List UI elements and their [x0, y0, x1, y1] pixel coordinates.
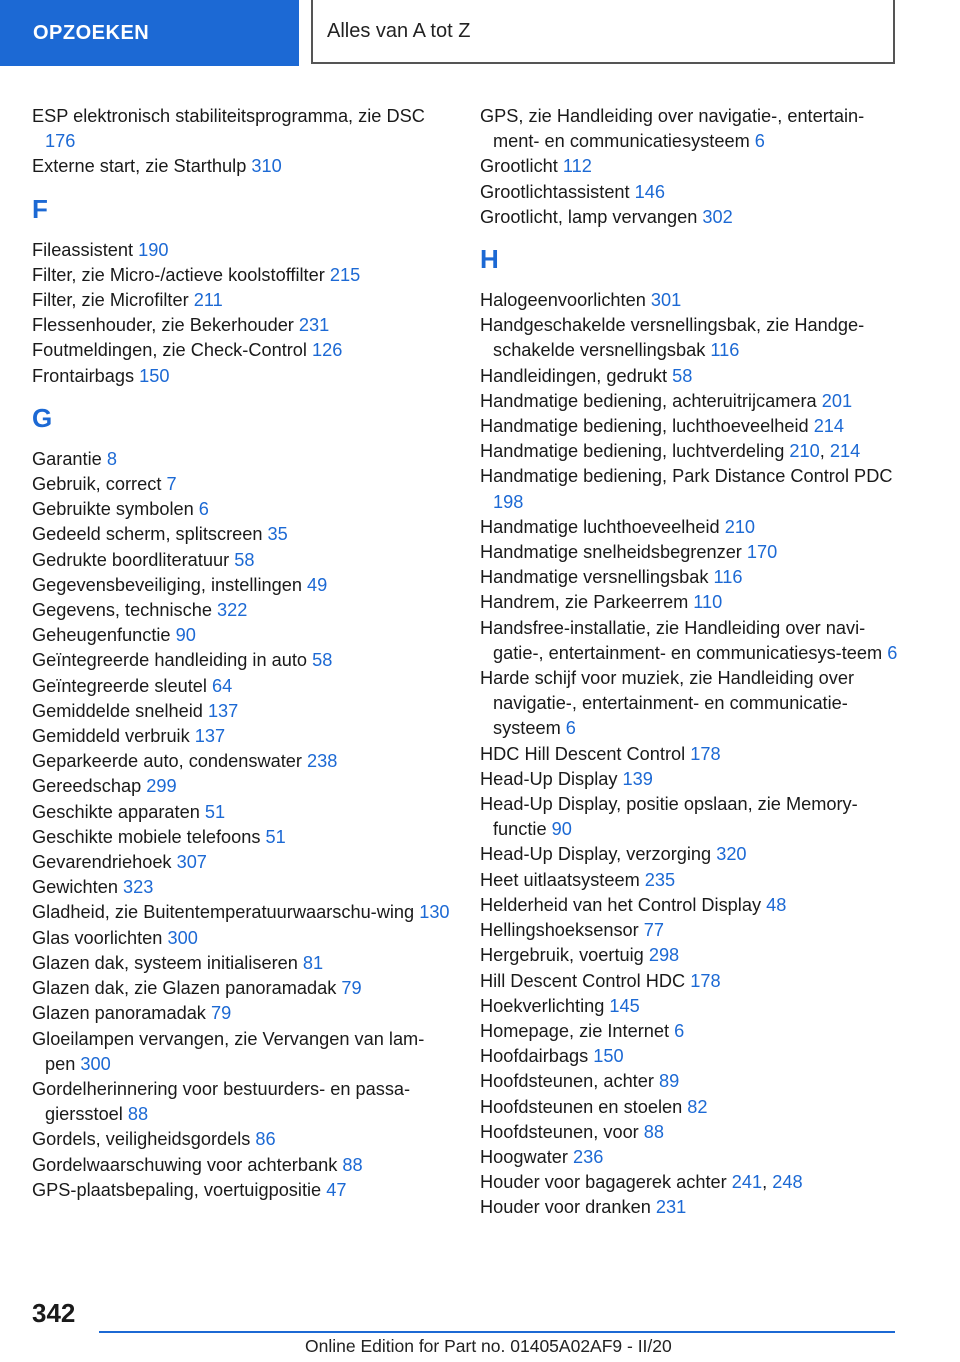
page-reference-link[interactable]: 231: [655, 1197, 687, 1218]
page-reference-link[interactable]: 77: [643, 920, 665, 941]
page-reference-link[interactable]: 146: [634, 181, 666, 202]
page-reference-link[interactable]: 238: [307, 751, 338, 772]
page-reference-link[interactable]: 51: [204, 801, 226, 822]
index-entry: [32, 926, 452, 951]
index-entry: [32, 976, 452, 1001]
index-entry-label: Geheugenfunctie: [32, 625, 176, 646]
page-reference-link[interactable]: 150: [593, 1046, 624, 1067]
page-reference-link[interactable]: 178: [690, 970, 721, 991]
page-reference-link[interactable]: 214: [829, 441, 861, 462]
index-entry-label: Gemiddelde snelheid: [32, 700, 208, 721]
section-tab: OPZOEKEN: [0, 0, 299, 66]
page-reference-link[interactable]: 89: [658, 1071, 680, 1092]
index-entry: [32, 774, 452, 799]
index-entry: [480, 414, 900, 439]
index-entry-label: Hill Descent Control HDC: [480, 970, 691, 991]
page-reference-link[interactable]: 8: [106, 448, 117, 469]
page-reference-link[interactable]: 82: [687, 1096, 708, 1117]
index-entry-label: Gebruikte symbolen: [32, 499, 199, 520]
index-entry-label: Hoekverlichting: [480, 995, 610, 1016]
index-entry: [32, 699, 452, 724]
index-entry-label: Gladheid, zie Buitentemperatuurwaarschu-wing: [32, 902, 420, 923]
index-entry: [32, 364, 452, 389]
page-header: [0, 0, 960, 66]
index-entry-label: Geïntegreerde sleutel: [32, 675, 212, 696]
index-entry: [32, 875, 452, 900]
index-entry: [480, 994, 900, 1019]
index-entry-label: Garantie: [32, 448, 107, 469]
index-entry-label: Geschikte apparaten: [32, 801, 205, 822]
index-entry-label: Handmatige bediening, luchthoeveelheid: [480, 416, 814, 437]
index-entry-label: Handmatige bediening, luchtverdeling: [480, 441, 790, 462]
page-reference-link[interactable]: 137: [194, 726, 226, 747]
index-entry: [32, 522, 452, 547]
index-entry-label: Handmatige bediening, Park Distance Control PDC: [480, 466, 893, 487]
index-entry-label: Glazen dak, systeem initialiseren: [32, 952, 303, 973]
index-entry: [32, 800, 452, 825]
index-entry-label: Homepage, zie Internet: [480, 1020, 675, 1041]
index-letter-heading: H: [480, 244, 499, 275]
page-reference-link[interactable]: 130: [419, 902, 450, 923]
index-entry: [32, 154, 452, 179]
page-reference-link[interactable]: 201: [821, 390, 853, 411]
page-number: 342: [32, 1298, 76, 1328]
page-reference-link[interactable]: 137: [207, 700, 239, 721]
index-entry: [480, 893, 900, 918]
index-entry-label: Gemiddeld verbruik: [32, 726, 195, 747]
index-entry-label: Head-Up Display, positie opslaan, zie Memory-functie: [480, 794, 858, 840]
page-reference-link[interactable]: 51: [265, 826, 286, 847]
index-entry: [480, 918, 900, 943]
index-entry-label: Gloeilampen vervangen, zie Vervangen van lam-pen: [32, 1028, 425, 1074]
index-entry: [480, 364, 900, 389]
index-entry-label: Geparkeerde auto, condenswater: [32, 751, 308, 772]
index-entry-label: Glas voorlichten: [32, 927, 168, 948]
index-entry: [32, 825, 452, 850]
index-entry: [480, 154, 900, 179]
index-entry: [480, 389, 900, 414]
page-reference-link[interactable]: 322: [217, 600, 248, 621]
index-entry-label: Gegevensbeveiliging, instellingen: [32, 574, 308, 595]
index-entry: [32, 724, 452, 749]
index-entry: [32, 951, 452, 976]
index-entry-label: Houder voor bagagerek achter: [480, 1172, 732, 1193]
page-reference-link[interactable]: 214: [813, 416, 845, 437]
index-entry: [480, 205, 900, 230]
index-entry-label: Head-Up Display: [480, 768, 623, 789]
page-reference-link[interactable]: 150: [139, 365, 170, 386]
footer-divider: [99, 1331, 895, 1333]
index-entry: [32, 238, 452, 263]
index-entry: [480, 1044, 900, 1069]
page-reference-link[interactable]: 88: [643, 1121, 665, 1142]
page-reference-link[interactable]: 190: [138, 239, 169, 260]
index-entry: [32, 548, 452, 573]
page-reference-link[interactable]: 210: [789, 441, 820, 462]
index-entry: [480, 104, 900, 154]
index-letter-heading: G: [32, 402, 53, 433]
index-entry-label: Hoofdsteunen, voor: [480, 1121, 644, 1142]
index-entry: Handmatige bediening, luchtverdeling 210, 214: [480, 441, 861, 462]
index-entry-label: Halogeenvoorlichten: [480, 290, 651, 311]
index-entry-label: GPS, zie Handleiding over navigatie-, entertain-ment- en communicatiesysteem: [480, 106, 865, 152]
index-entry-label: Heet uitlaatsysteem: [480, 869, 645, 890]
index-entry-label: Gevarendriehoek: [32, 852, 177, 873]
page-reference-link[interactable]: 198: [493, 491, 524, 512]
index-entry-label: Hoofdsteunen en stoelen: [480, 1096, 688, 1117]
index-entry: [32, 288, 452, 313]
page-reference-link[interactable]: 6: [887, 642, 898, 663]
index-entry: [480, 1069, 900, 1094]
index-entry: [480, 666, 900, 742]
index-entry: [480, 288, 900, 313]
page-reference-link[interactable]: 58: [234, 549, 255, 570]
page-reference-link[interactable]: 6: [198, 499, 209, 520]
page-reference-link[interactable]: 300: [80, 1053, 111, 1074]
page-reference-link[interactable]: 47: [326, 1179, 347, 1200]
index-entry: [32, 674, 452, 699]
page-reference-link[interactable]: 6: [565, 718, 576, 739]
index-entry: [32, 263, 452, 288]
page-reference-link[interactable]: 235: [644, 869, 676, 890]
index-letter-heading: F: [32, 193, 48, 224]
index-entry: [32, 472, 452, 497]
page-reference-link[interactable]: 323: [122, 877, 154, 898]
page-reference-link[interactable]: 307: [176, 852, 207, 873]
index-entry: [32, 573, 452, 598]
index-entry-label: Hergebruik, voertuig: [480, 945, 649, 966]
index-entry: [32, 623, 452, 648]
index-entry-label: Handmatige bediening, achteruitrijcamera: [480, 390, 822, 411]
index-entry: [32, 447, 452, 472]
page-reference-link[interactable]: 231: [298, 315, 330, 336]
page-reference-link[interactable]: 86: [255, 1129, 276, 1150]
index-entry: [32, 1127, 452, 1152]
index-entry: [480, 464, 900, 514]
index-entry: [480, 590, 900, 615]
index-entry: [480, 868, 900, 893]
page-reference-link[interactable]: 35: [267, 524, 288, 545]
index-entry: [32, 648, 452, 673]
index-entry: [480, 540, 900, 565]
index-entry: [480, 767, 900, 792]
page-reference-link[interactable]: 79: [341, 978, 362, 999]
page-reference-link[interactable]: 299: [146, 776, 177, 797]
page-reference-link[interactable]: 236: [573, 1146, 604, 1167]
index-entry: [480, 180, 900, 205]
page-reference-link[interactable]: 211: [193, 290, 223, 311]
index-entry-label: Helderheid van het Control Display: [480, 894, 767, 915]
page-reference-link[interactable]: 210: [724, 516, 756, 537]
page-reference-link[interactable]: 178: [690, 743, 721, 764]
index-entry-label: Handsfree-installatie, zie Handleiding over navi-gatie-, entertainment- en communicatiesys-teem: [480, 617, 888, 663]
index-entry: [480, 565, 900, 590]
page-reference-link[interactable]: 79: [210, 1003, 232, 1024]
page-reference-link[interactable]: 90: [551, 819, 572, 840]
index-entry: [480, 616, 900, 666]
index-entry-label: ESP elektronisch stabiliteitsprogramma, zie DSC: [32, 106, 425, 126]
chapter-title: Alles van A tot Z: [311, 0, 895, 64]
index-entry: [32, 1077, 452, 1127]
index-entry-label: Hellingshoeksensor: [480, 920, 644, 941]
index-entry: [32, 598, 452, 623]
index-entry-label: Filter, zie Micro-/actieve koolstoffilter: [32, 264, 330, 285]
index-entry-label: Head-Up Display, verzorging: [480, 844, 717, 865]
index-entry: [480, 842, 900, 867]
index-entry: [32, 104, 452, 154]
page-reference-link[interactable]: 110: [693, 592, 723, 613]
index-entry: [480, 1195, 900, 1220]
page-reference-link[interactable]: 7: [166, 474, 177, 495]
index-entry-label: Grootlicht: [480, 156, 563, 177]
page-reference-link[interactable]: 241: [731, 1172, 763, 1193]
index-entry: Houder voor bagagerek achter 241, 248: [480, 1172, 803, 1193]
index-entry-label: Handrem, zie Parkeerrem: [480, 592, 694, 613]
index-entry-label: Geschikte mobiele telefoons: [32, 826, 266, 847]
index-entry-label: Gereedschap: [32, 776, 147, 797]
index-entry-label: Harde schijf voor muziek, zie Handleiding over navigatie-, entertainment- en communicatie-systeem: [480, 668, 855, 739]
page-reference-link[interactable]: 6: [754, 131, 765, 152]
index-entry-label: Handmatige snelheidsbegrenzer: [480, 542, 747, 563]
index-entry-label: Glazen panoramadak: [32, 1003, 211, 1024]
index-entry-label: Handmatige versnellingsbak: [480, 567, 714, 588]
index-entry: [480, 742, 900, 767]
index-entry-label: Hoofdairbags: [480, 1046, 594, 1067]
index-entry: [32, 1001, 452, 1026]
index-entry-label: Flessenhouder, zie Bekerhouder: [32, 315, 299, 336]
index-entry-label: Geïntegreerde handleiding in auto: [32, 650, 313, 671]
index-entry-label: Gewichten: [32, 877, 123, 898]
page-reference-link[interactable]: 126: [312, 340, 343, 361]
index-entry: [480, 515, 900, 540]
page-reference-link[interactable]: 310: [251, 156, 282, 177]
index-entry-label: Houder voor dranken: [480, 1197, 656, 1218]
index-entry-label: Externe start, zie Starthulp: [32, 156, 252, 177]
index-entry: [32, 1027, 452, 1077]
index-column-left: [32, 104, 452, 1203]
page-reference-link[interactable]: 49: [307, 574, 328, 595]
page-reference-link[interactable]: 112: [562, 156, 592, 177]
index-entry: [480, 943, 900, 968]
page-reference-link[interactable]: 58: [312, 650, 333, 671]
index-entry-label: Hoofdsteunen, achter: [480, 1071, 659, 1092]
index-entry: [32, 1178, 452, 1203]
page-reference-link[interactable]: 90: [175, 625, 196, 646]
index-entry-label: Gordelwaarschuwing voor achterbank: [32, 1154, 343, 1175]
page-reference-link[interactable]: 145: [609, 995, 640, 1016]
index-entry-label: Gedrukte boordliteratuur: [32, 549, 235, 570]
page-reference-link[interactable]: 88: [127, 1104, 149, 1125]
index-entry-label: Handleidingen, gedrukt: [480, 365, 673, 386]
page-reference-link[interactable]: 88: [342, 1154, 363, 1175]
index-entry: [32, 1153, 452, 1178]
index-entry: [480, 969, 900, 994]
index-column-right: [480, 104, 900, 1221]
page-reference-link[interactable]: 298: [648, 945, 680, 966]
page-reference-link[interactable]: 170: [746, 542, 778, 563]
page-reference-link[interactable]: 300: [167, 927, 198, 948]
index-entry: [480, 313, 900, 363]
page-reference-link[interactable]: 215: [329, 264, 361, 285]
index-entry-label: Filter, zie Microfilter: [32, 290, 194, 311]
index-entry: [32, 338, 452, 363]
index-entry-label: Gordels, veiligheidsgordels: [32, 1129, 256, 1150]
index-entry-label: Handgeschakelde versnellingsbak, zie Handge-schakelde versnellingsbak: [480, 315, 865, 361]
index-entry: [32, 749, 452, 774]
index-entry-label: Handmatige luchthoeveelheid: [480, 516, 725, 537]
index-entry: [480, 1095, 900, 1120]
index-entry-label: Gordelherinnering voor bestuurders- en passa-giersstoel: [32, 1078, 411, 1125]
index-entry-label: Glazen dak, zie Glazen panoramadak: [32, 978, 342, 999]
page-reference-link[interactable]: 116: [710, 340, 740, 361]
index-entry: [480, 792, 900, 842]
index-entry-label: Foutmeldingen, zie Check-Control: [32, 340, 313, 361]
page-reference-link[interactable]: 116: [713, 567, 743, 588]
edition-footer: Online Edition for Part no. 01405A02AF9 - II/20: [305, 1336, 672, 1356]
page-reference-link[interactable]: 320: [716, 844, 747, 865]
index-entry-label: Grootlichtassistent: [480, 181, 635, 202]
index-entry-label: Gedeeld scherm, splitscreen: [32, 524, 268, 545]
page-reference-link[interactable]: 301: [650, 290, 682, 311]
page-reference-link[interactable]: 81: [302, 952, 324, 973]
index-entry: [32, 497, 452, 522]
index-entry-label: Frontairbags: [32, 365, 140, 386]
page-reference-link[interactable]: 48: [766, 894, 787, 915]
index-entry-label: Gebruik, correct: [32, 474, 167, 495]
page-reference-link[interactable]: 64: [211, 675, 233, 696]
index-entry-label: Gegevens, technische: [32, 600, 218, 621]
index-entry: [32, 900, 452, 925]
index-entry: [480, 1019, 900, 1044]
page-reference-link[interactable]: 176: [45, 131, 76, 152]
index-entry-label: Fileassistent: [32, 239, 139, 260]
index-entry: [480, 1120, 900, 1145]
page-reference-link[interactable]: 302: [702, 206, 733, 227]
index-entry-label: GPS-plaatsbepaling, voertuigpositie: [32, 1179, 327, 1200]
index-entry-label: Grootlicht, lamp vervangen: [480, 206, 703, 227]
index-entry-label: Hoogwater: [480, 1146, 574, 1167]
index-entry: [32, 313, 452, 338]
index-entry: [480, 1145, 900, 1170]
index-entry-label: HDC Hill Descent Control: [480, 743, 691, 764]
index-entry: [32, 850, 452, 875]
page-reference-link[interactable]: 248: [772, 1172, 803, 1193]
page-reference-link[interactable]: 58: [672, 365, 693, 386]
page-reference-link[interactable]: 139: [622, 768, 653, 789]
page-reference-link[interactable]: 6: [674, 1020, 685, 1041]
